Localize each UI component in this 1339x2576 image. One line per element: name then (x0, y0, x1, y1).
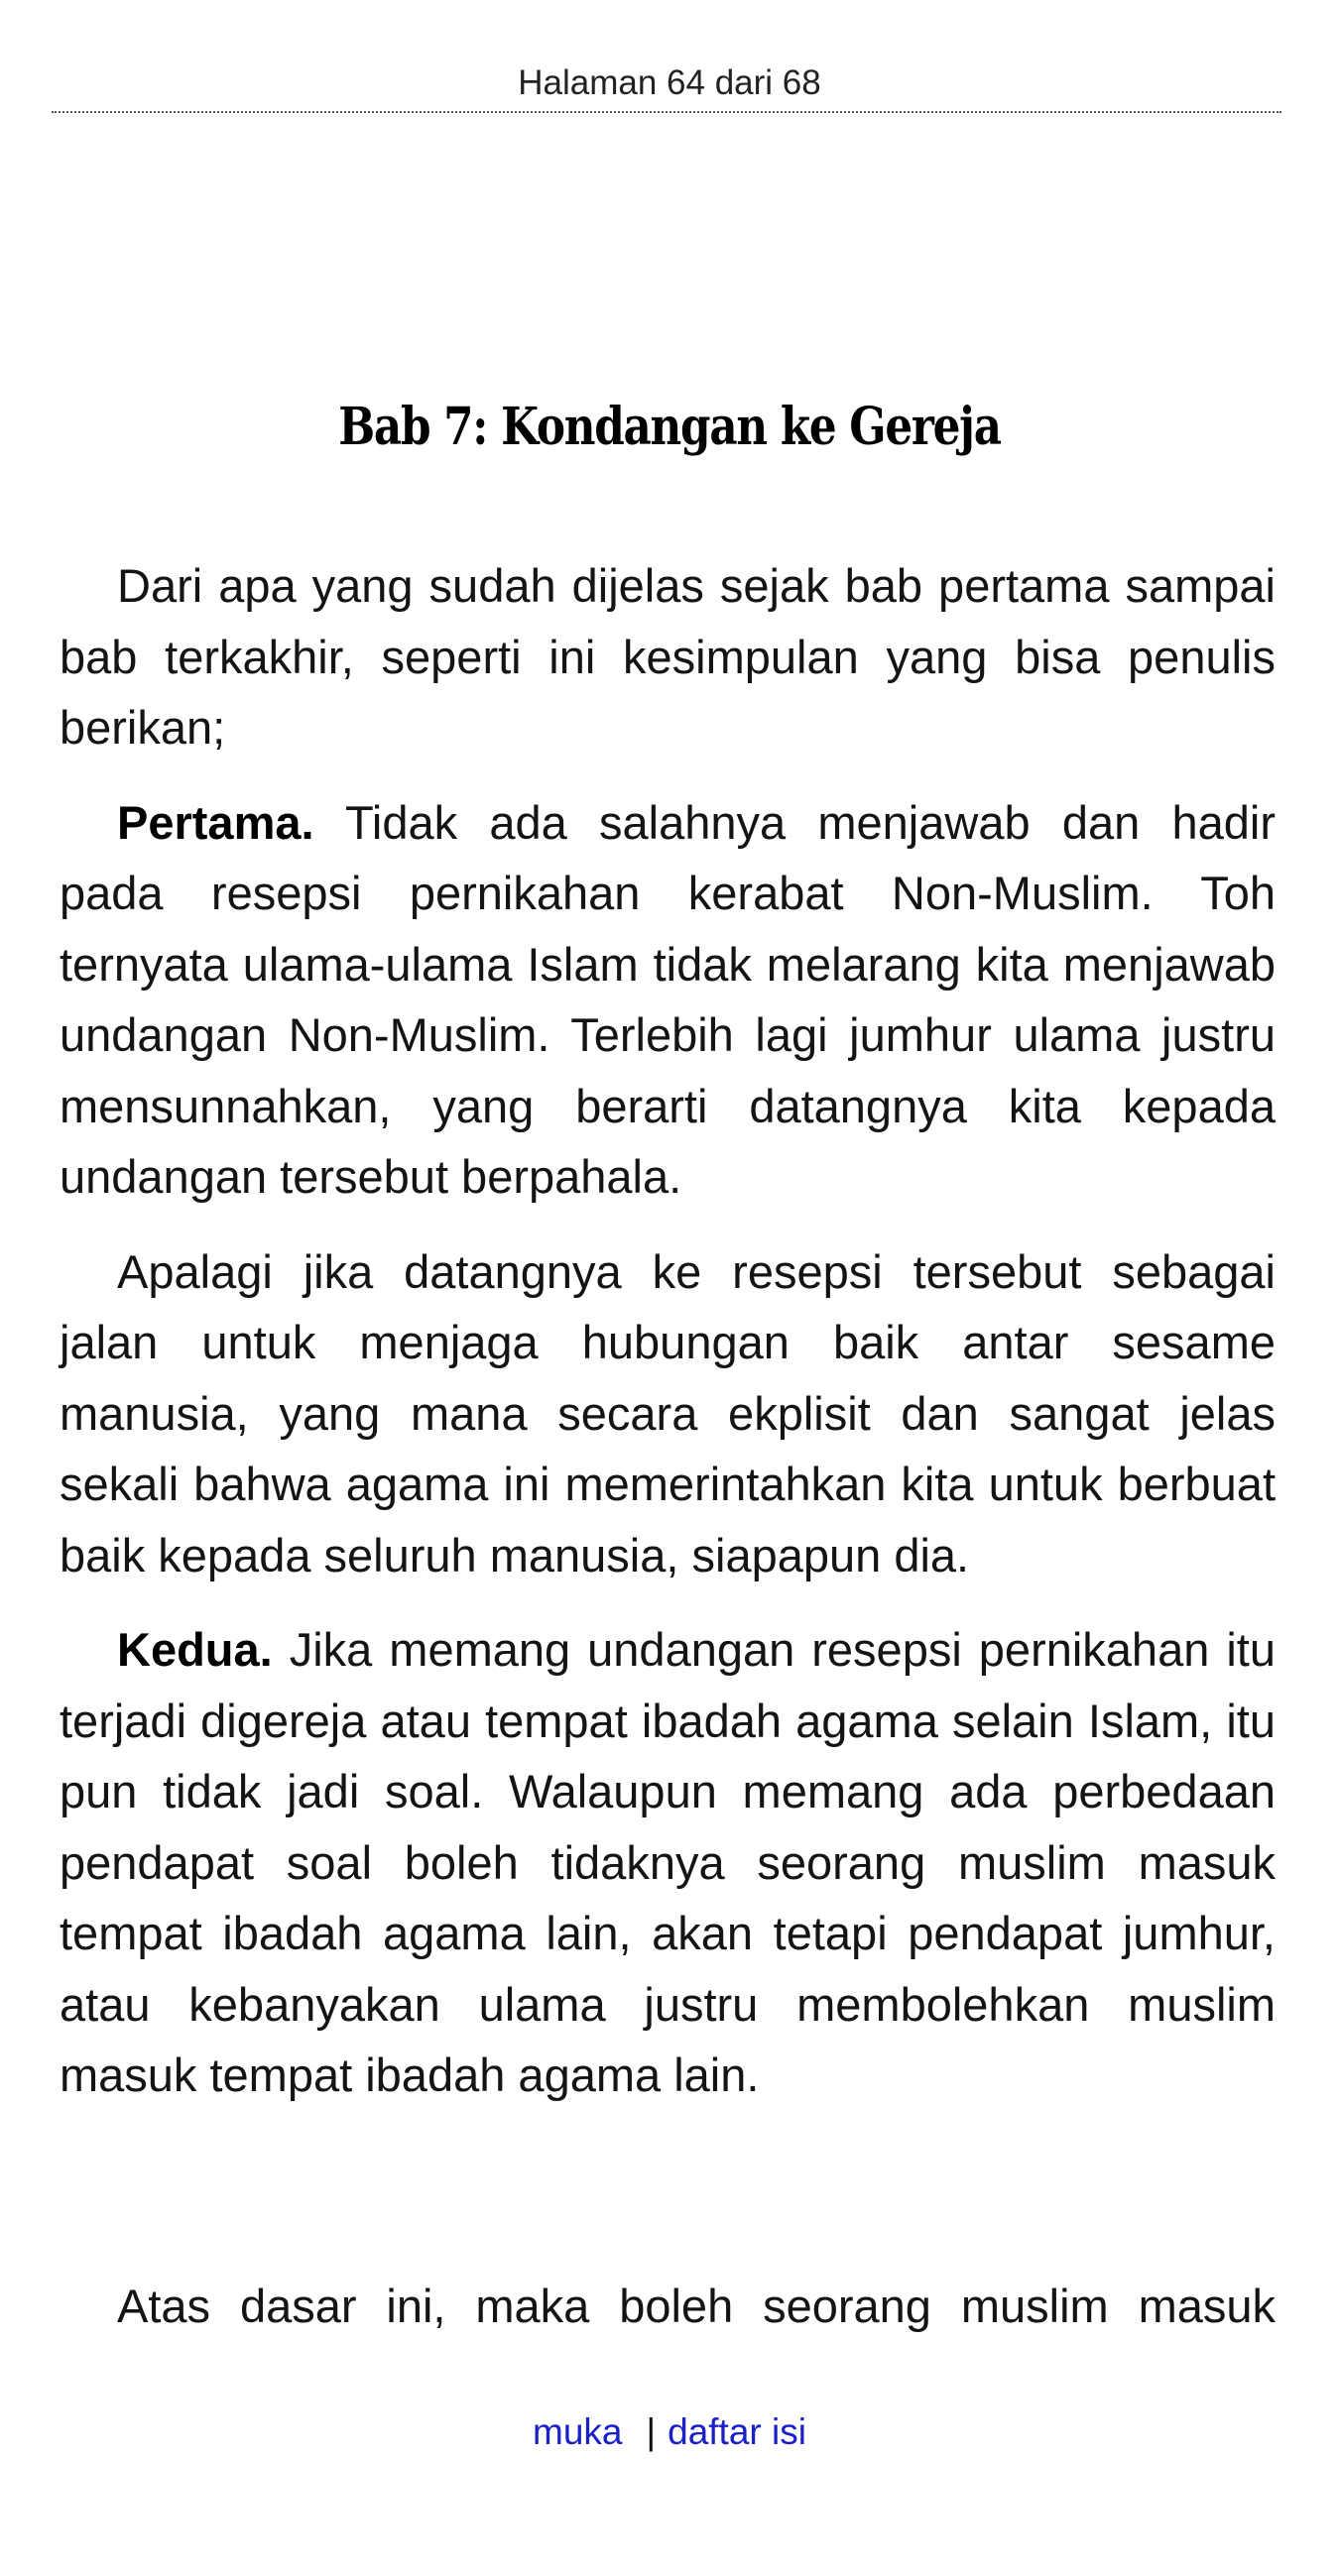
table-of-contents-link[interactable]: daftar isi (668, 2411, 806, 2452)
paragraph-intro (60, 550, 1276, 763)
paragraph-atas-dasar (60, 2271, 1276, 2342)
paragraph-kedua (60, 1614, 1276, 2111)
chapter-body (60, 550, 1276, 2135)
header-divider (52, 111, 1281, 113)
paragraph-apalagi (60, 1236, 1276, 1591)
footer-separator: | (646, 2411, 657, 2452)
paragraph-lead-pertama: Pertama. (117, 795, 314, 849)
paragraph-pertama (60, 787, 1276, 1213)
paragraph-text: Tidak ada salahnya menjawab dan hadir pada resepsi pernikahan kerabat Non-Muslim. Toh ternyata ulama-ulama Islam tidak melarang kita menjawab undangan Non-Muslim. Terlebih lagi jumhur ulama justru mensunnahkan, yang berarti datangnya kita kepada undangan tersebut berpahala. (60, 795, 1276, 1203)
page-indicator: Halaman 64 dari 68 (518, 63, 821, 102)
paragraph-text: Dari apa yang sudah dijelas sejak bab pertama sampai bab terkakhir, seperti ini kesimpulan yang bisa penulis berikan; (60, 559, 1276, 754)
footer-navigation (0, 2407, 1339, 2457)
home-link[interactable]: muka (533, 2411, 623, 2452)
chapter-title: Bab 7: Kondangan ke Gereja (338, 396, 1001, 457)
paragraph-text: Atas dasar ini, maka boleh seorang muslim masuk (117, 2280, 1276, 2332)
paragraph-lead-kedua: Kedua. (117, 1623, 273, 1676)
paragraph-text: Jika memang undangan resepsi pernikahan itu terjadi digereja atau tempat ibadah agama selain Islam, itu pun tidak jadi soal. Walaupun memang ada perbedaan pendapat soal boleh tidaknya seorang muslim masuk tempat ibadah agama lain, akan tetapi pendapat jumhur, atau kebanyakan ulama justru membolehkan muslim masuk tempat ibadah agama lain. (60, 1623, 1276, 2101)
paragraph-text: Apalagi jika datangnya ke resepsi tersebut sebagai jalan untuk menjaga hubungan baik antar sesame manusia, yang mana secara ekplisit dan sangat jelas sekali bahwa agama ini memerintahkan kita untuk berbuat baik kepada seluruh manusia, siapapun dia. (60, 1244, 1276, 1581)
